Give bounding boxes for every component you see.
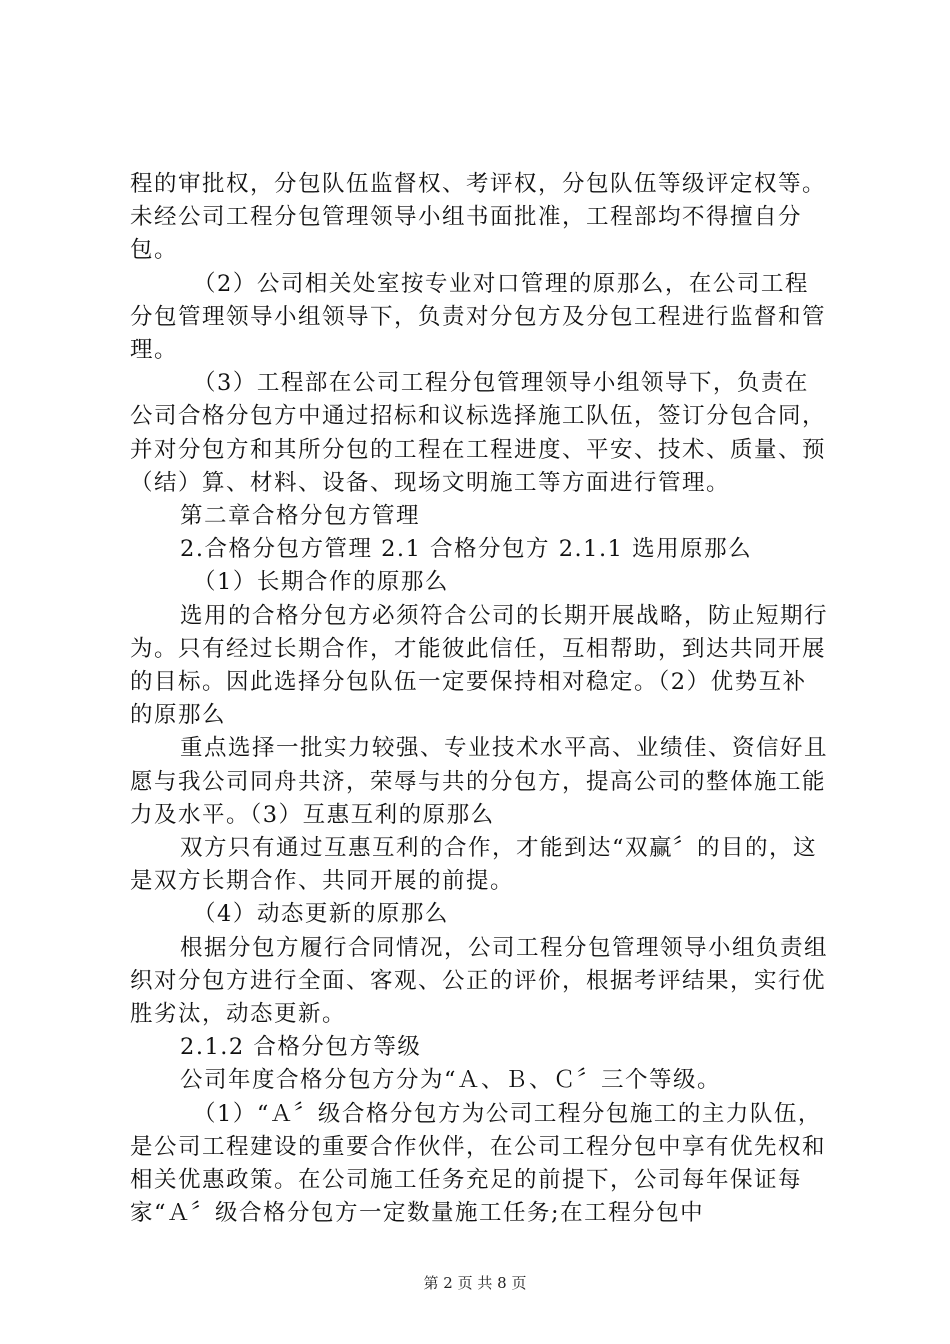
paragraph-item-3: （3）工程部在公司工程分包管理领导小组领导下，负责在公司合格分包方中通过招标和议标选择施工队伍，签订分包合同，并对分包方和其所分包的工程在工程进度、平安、技术、质量、预（结）算、材料、设备、现场文明施工等方面进行管理。 <box>130 370 827 496</box>
paragraph-grade-a: （1）“Ａ〞级合格分包方为公司工程分包施工的主力队伍，是公司工程建设的重要合作伙伴，在公司工程分包中享有优先权和相关优惠政策。在公司施工任务充足的前提下，公司每年保证每家“Ａ〞级合格分包方一定数量施工任务;在工程分包中 <box>130 1100 827 1227</box>
principle-dynamic-update: （4）动态更新的原那么 <box>193 901 449 928</box>
paragraph-long-term: 选用的合格分包方必须符合公司的长期开展战略，防止短期行为。只有经过长期合作，才能彼此信任，互相帮助，到达共同开展的目标。因此选择分包队伍一定要保持相对稳定。（2）优势互补的原那么 <box>130 602 829 729</box>
section-heading: 2.合格分包方管理 2.1 合格分包方 2.1.1 选用原那么 <box>180 536 753 563</box>
subsection-heading-grades: 2.1.2 合格分包方等级 <box>180 1034 422 1061</box>
principle-long-term: （1）长期合作的原那么 <box>193 569 449 596</box>
paragraph-approval-authority: 程的审批权，分包队伍监督权、考评权，分包队伍等级评定权等。未经公司工程分包管理领导小组书面批准，工程部均不得擅自分包。 <box>130 171 827 264</box>
page-footer: 第 2 页 共 8 页 <box>423 1274 527 1292</box>
paragraph-item-2: （2）公司相关处室按专业对口管理的原那么，在公司工程分包管理领导小组领导下，负责对分包方及分包工程进行监督和管理。 <box>130 270 827 364</box>
paragraph-grade-levels: 公司年度合格分包方分为“Ａ、Ｂ、Ｃ〞三个等级。 <box>180 1067 722 1094</box>
document-body <box>130 168 830 1231</box>
paragraph-complementary: 重点选择一批实力较强、专业技术水平高、业绩佳、资信好且愿与我公司同舟共济，荣辱与共的分包方，提高公司的整体施工能力及水平。（3）互惠互利的原那么 <box>130 735 829 828</box>
paragraph-dynamic-update: 根据分包方履行合同情况，公司工程分包管理领导小组负责组织对分包方进行全面、客观、公正的评价，根据考评结果，实行优胜劣汰，动态更新。 <box>130 934 829 1028</box>
chapter-heading: 第二章合格分包方管理 <box>180 503 421 530</box>
paragraph-mutual-benefit: 双方只有通过互惠互利的合作，才能到达“双赢〞的目的，这是双方长期合作、共同开展的前提。 <box>130 835 818 895</box>
